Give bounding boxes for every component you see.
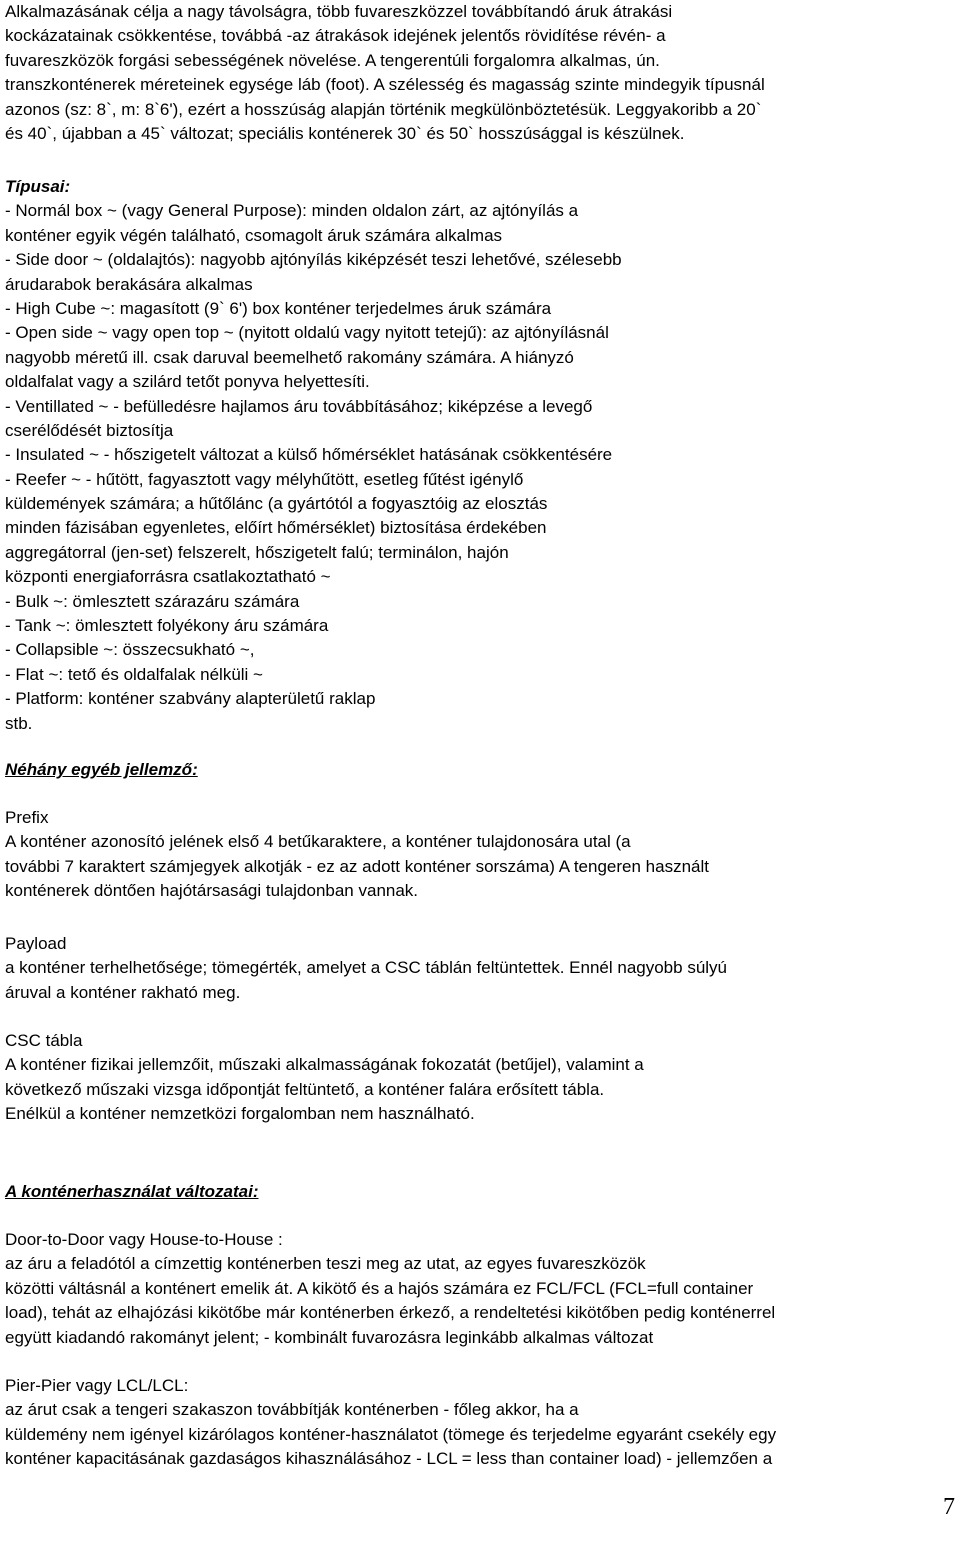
text-line: load), tehát az elhajózási kikötőbe már konténerben érkező, a rendeltetési kikötőben pedig konténerrel (5, 1303, 776, 1323)
list-item: küldemények számára; a hűtőlánc (a gyártótól a fogyasztóig az elosztás (5, 494, 548, 514)
text-line: áruval a konténer rakható meg. (5, 982, 241, 1002)
text-line: és 40`, újabban a 45` változat; speciális konténerek 30` és 50` hosszúsággal is készülnek. (5, 123, 685, 143)
list-item: központi energiaforrásra csatlakoztatható ~ (5, 567, 331, 587)
list-item: - Normál box ~ (vagy General Purpose): minden oldalon zárt, az ajtónyílás a (5, 201, 579, 221)
types-heading: Típusai: (5, 177, 71, 196)
text-line: kockázatainak csökkentése, továbbá -az átrakások idejének jelentős rövidítése révén- a (5, 26, 666, 46)
text-line: Alkalmazásának célja a nagy távolságra, több fuvareszközzel továbbítandó áruk átrakási (5, 2, 673, 21)
types-section (5, 175, 960, 736)
text-line: együtt kiadandó rakományt jelent; - kombinált fuvarozásra leginkább alkalmas változat (5, 1327, 654, 1347)
list-item: stb. (5, 713, 33, 733)
page-number: 7 (943, 1494, 955, 1520)
text-line: A konténer azonosító jelének első 4 betűkaraktere, a konténer tulajdonosára utal (a (5, 832, 631, 852)
text-line: transzkonténerek méreteinek egysége láb (foot). A szélesség és magasság szinte mindegyik típusnál (5, 75, 765, 95)
list-item: árudarabok berakására alkalmas (5, 274, 253, 294)
text-line: az árut csak a tengeri szakaszon továbbítják konténerben - főleg akkor, ha a (5, 1400, 579, 1420)
list-item: - High Cube ~: magasított (9` 6') box konténer terjedelmes áruk számára (5, 298, 552, 318)
usage-heading: A konténerhasználat változatai: (5, 1182, 259, 1201)
text-line: küldemény nem igényel kizárólagos konténer-használatot (tömege és terjedelme egyaránt csekély egy (5, 1424, 777, 1444)
text-line: következő műszaki vizsga időpontját feltüntető, a konténer falára erősített tábla. (5, 1079, 605, 1099)
text-line: A konténer fizikai jellemzőit, műszaki alkalmasságának fokozatát (betűjel), valamint a (5, 1055, 644, 1075)
pier-pier-section (5, 1374, 960, 1472)
prefix-title: Prefix (5, 808, 49, 827)
list-item: minden fázisában egyenletes, előírt hőmérséklet) biztosítása érdekében (5, 518, 547, 538)
text-line: fuvareszközök forgási sebességének növelése. A tengerentúli forgalomra alkalmas, ún. (5, 50, 660, 70)
list-item: nagyobb méretű ill. csak daruval beemelhető rakomány számára. A hiányzó (5, 347, 574, 367)
list-item: - Tank ~: ömlesztett folyékony áru számára (5, 616, 329, 636)
payload-title: Payload (5, 934, 67, 953)
list-item: cserélődését biztosítja (5, 420, 174, 440)
list-item: konténer egyik végén található, csomagolt áruk számára alkalmas (5, 225, 503, 245)
list-item: - Open side ~ vagy open top ~ (nyitott oldalú vagy nyitott tetejű): az ajtónyílásnál (5, 323, 609, 343)
list-item: - Insulated ~ - hőszigetelt változat a külső hőmérséklet hatásának csökkentésére (5, 445, 613, 465)
intro-paragraph (5, 0, 960, 146)
usage-heading-block (5, 1180, 960, 1204)
features-heading: Néhány egyéb jellemző: (5, 760, 198, 779)
features-heading-block (5, 758, 960, 782)
list-item: - Collapsible ~: összecsukható ~, (5, 640, 255, 660)
list-item: - Flat ~: tető és oldalfalak nélküli ~ (5, 664, 263, 684)
list-item: oldalfalat vagy a szilárd tetőt ponyva helyettesíti. (5, 372, 370, 392)
payload-section (5, 932, 960, 1005)
list-item: - Reefer ~ - hűtött, fagyasztott vagy mélyhűtött, esetleg fűtést igénylő (5, 469, 524, 489)
list-item: - Side door ~ (oldalajtós): nagyobb ajtónyílás kiképzését teszi lehetővé, szélesebb (5, 250, 622, 270)
list-item: aggregátorral (jen-set) felszerelt, hőszigetelt falú; terminálon, hajón (5, 542, 509, 562)
text-line: közötti váltásnál a konténert emelik át. A kikötő és a hajós számára ez FCL/FCL (FCL=full container (5, 1278, 754, 1298)
text-line: a konténer terhelhetősége; tömegérték, amelyet a CSC táblán feltüntettek. Ennél nagyobb súlyú (5, 958, 728, 978)
text-line: konténerek döntően hajótársasági tulajdonban vannak. (5, 881, 419, 901)
list-item: - Bulk ~: ömlesztett szárazáru számára (5, 591, 300, 611)
text-line: azonos (sz: 8`, m: 8`6'), ezért a hosszúság alapján történik megkülönböztetésük. Leggyakoribb a 20` (5, 99, 762, 119)
text-line: Enélkül a konténer nemzetközi forgalomban nem használható. (5, 1104, 475, 1124)
pier-pier-title: Pier-Pier vagy LCL/LCL: (5, 1376, 189, 1395)
prefix-section (5, 806, 960, 904)
list-item: - Platform: konténer szabvány alapterületű raklap (5, 689, 376, 709)
text-line: az áru a feladótól a címzettig konténerben teszi meg az utat, az egyes fuvareszközök (5, 1254, 646, 1274)
csc-section (5, 1029, 960, 1127)
csc-title: CSC tábla (5, 1031, 83, 1050)
text-line: további 7 karaktert számjegyek alkotják - ez az adott konténer sorszáma) A tengeren használt (5, 856, 709, 876)
door-to-door-title: Door-to-Door vagy House-to-House : (5, 1230, 283, 1249)
door-to-door-section (5, 1228, 960, 1350)
text-line: konténer kapacitásának gazdaságos kihasználásához - LCL = less than container load) - jellemzően a (5, 1449, 773, 1469)
list-item: - Ventillated ~ - befülledésre hajlamos áru továbbításához; kiképzése a levegő (5, 396, 593, 416)
